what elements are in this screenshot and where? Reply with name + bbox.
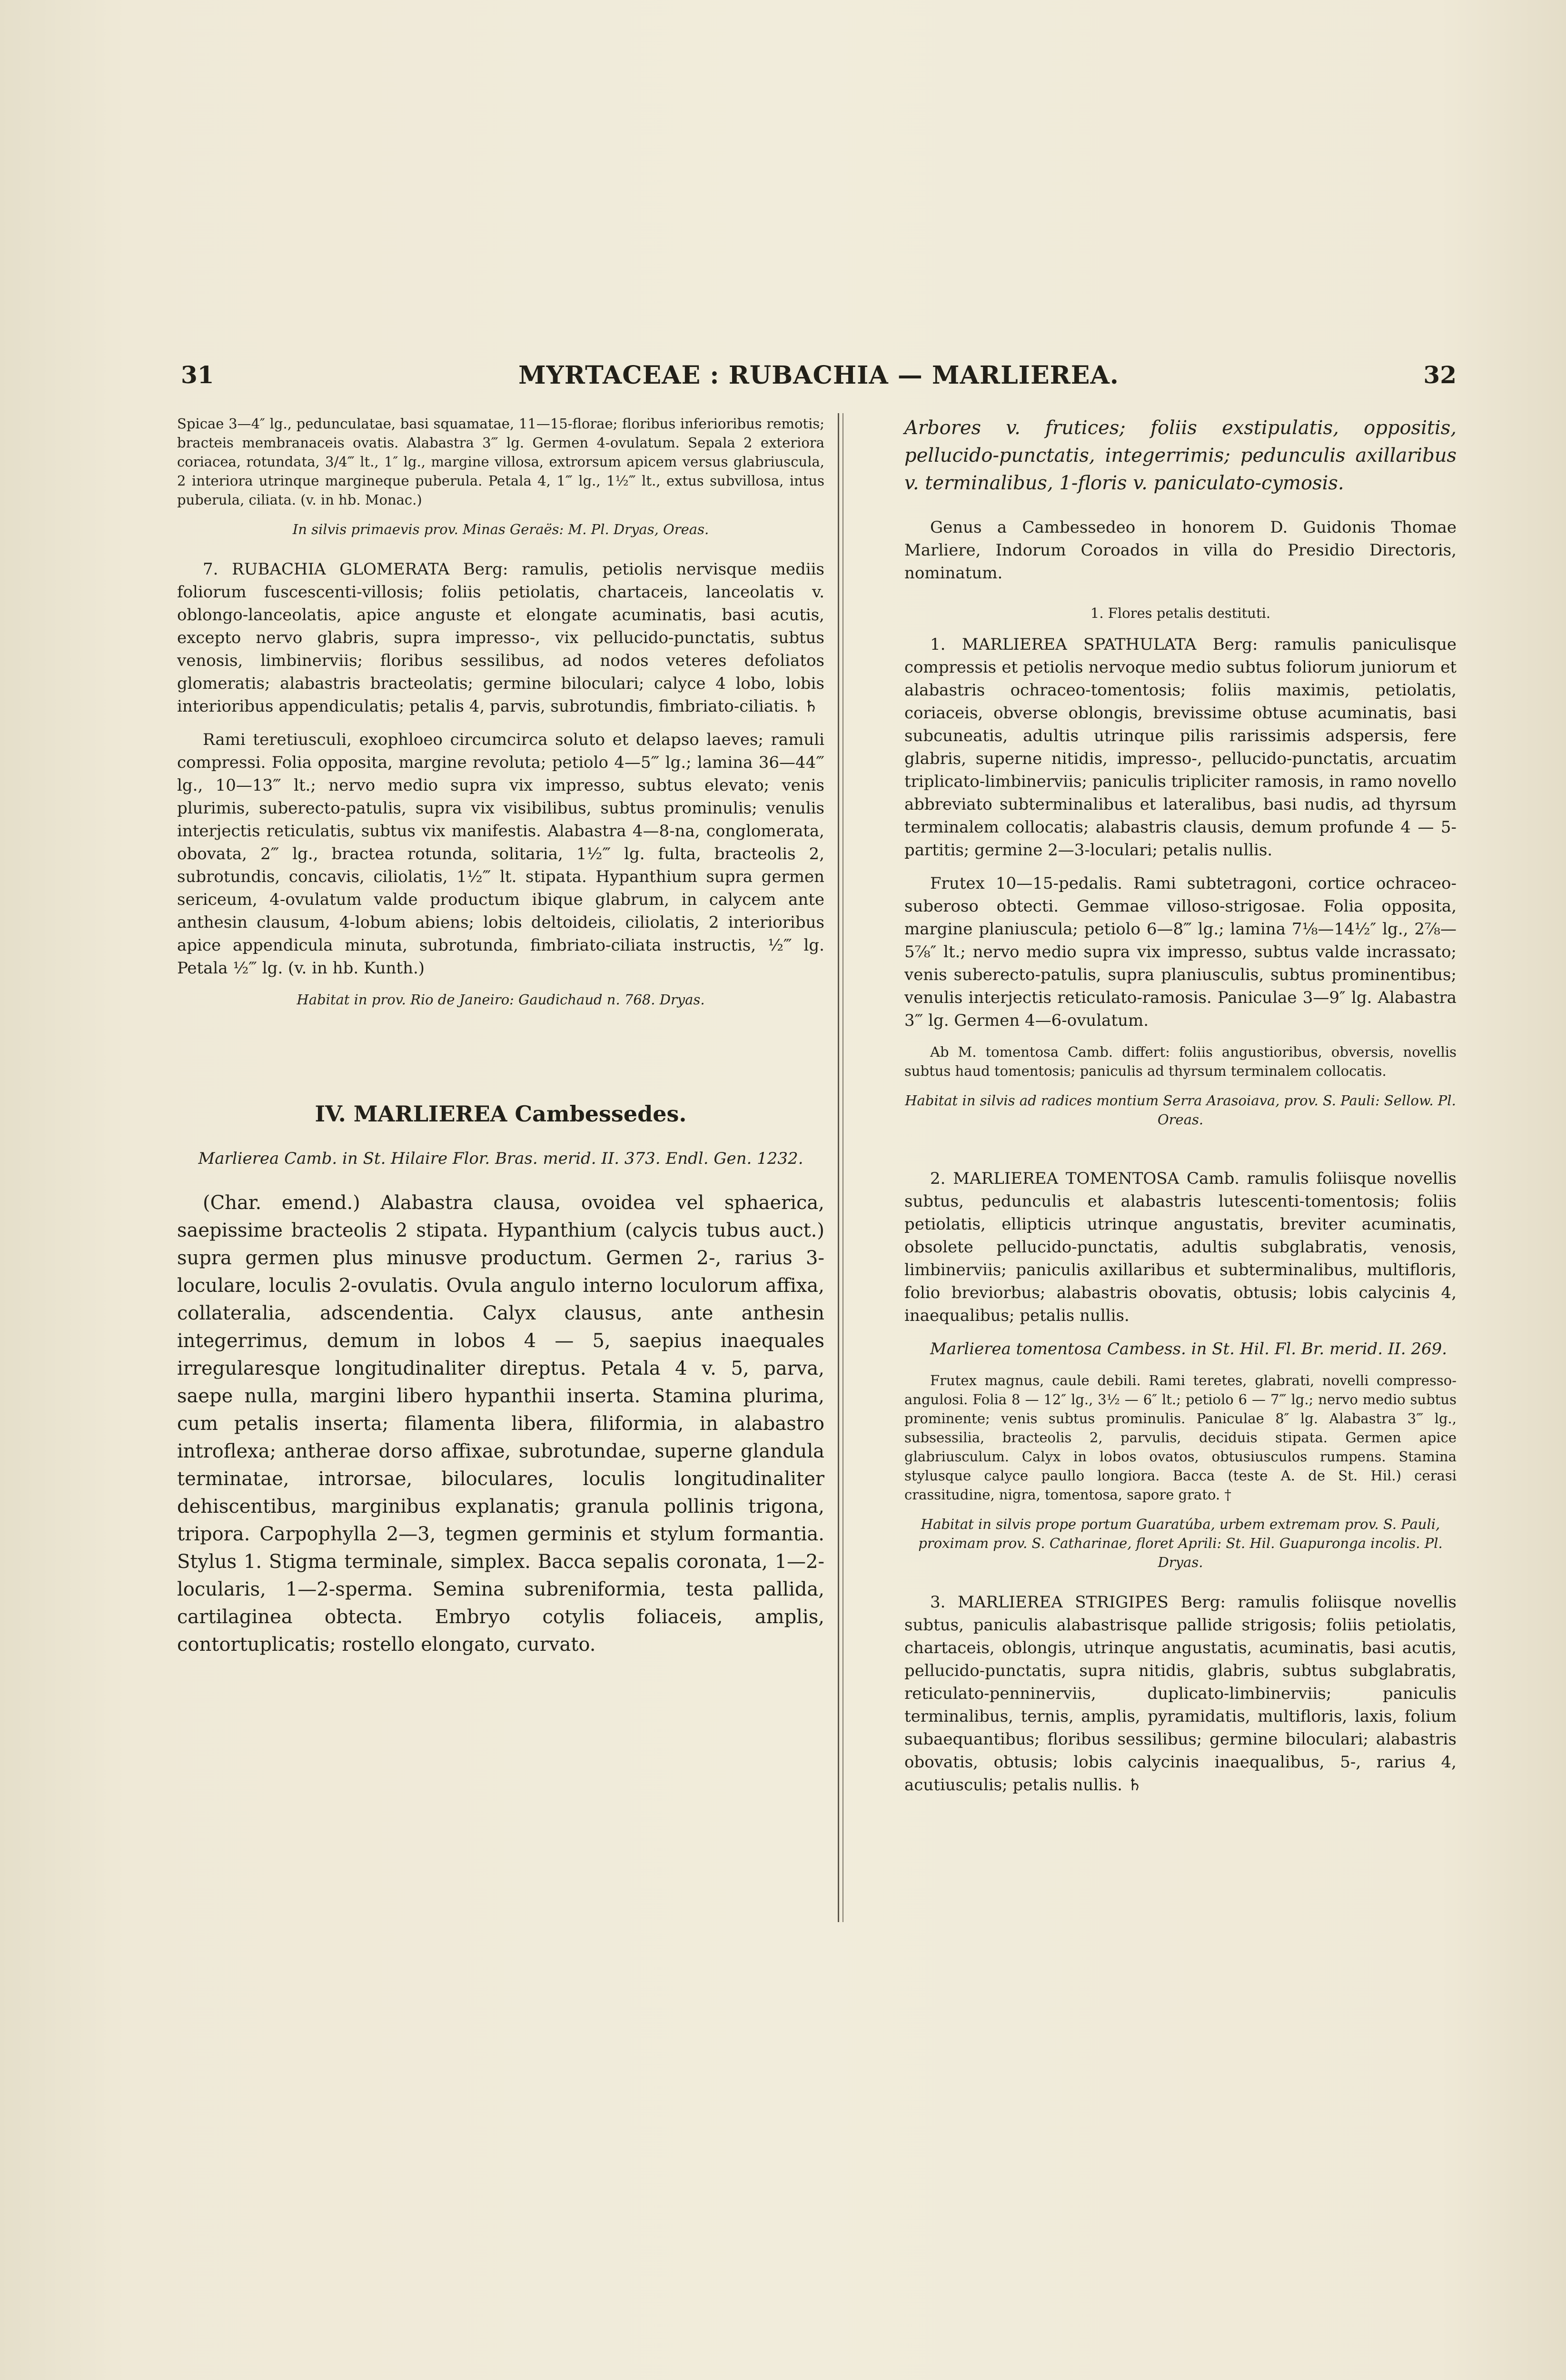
page-number-right: 32 xyxy=(1423,361,1457,389)
running-header xyxy=(181,361,1457,399)
genus-summary: Arbores v. frutices; foliis exstipulatis, oppositis, pellucido-punctatis, integerrimis; pedunculis axillaribus v. terminalibus, 1-floris v. paniculato-cymosis. xyxy=(904,417,1457,494)
right-column xyxy=(904,414,1457,1796)
habitat-note: Habitat in prov. Rio de Janeiro: Gaudichaud n. 768. Dryas. xyxy=(297,992,705,1008)
genus-reference: Marlierea Camb. in St. Hilaire Flor. Bras. merid. II. 373. Endl. Gen. 1232. xyxy=(198,1149,803,1168)
genus-character: (Char. emend.) Alabastra clausa, ovoidea vel sphaerica, saepissime bracteolis 2 stipata. Hypanthium (calycis tubus auct.) supra germen plus minusve productum. Germen 2-, rarius 3-loculare, loculis 2-ovulatis. Ovula angulo interno loculorum affixa, collateralia, adscendentia. Calyx clausus, ante anthesin integerrimus, demum in lobos 4 — 5, saepius inaequales irregularesque longitudinaliter direptus. Petala 4 v. 5, parva, saepe nulla, margini libero hypanthii inserta. Stamina plurima, cum petalis inserta; filamenta libera, filiformia, in alabastro introflexa; antherae dorso affixae, subrotundae, superne glandula terminatae, introrsae, biloculares, loculis longitudinaliter dehiscentibus, marginibus explanatis; granula pollinis trigona, tripora. Carpophylla 2—3, tegmen germinis et stylum formantia. Stylus 1. Stigma terminale, simplex. Bacca sepalis coronata, 1—2-locularis, 1—2-sperma. Semina subreniformia, testa pallida, cartilaginea obtecta. Embryo cotylis foliaceis, amplis, contortuplicatis; rostello elongato, curvato. xyxy=(177,1192,824,1656)
species-description: Frutex 10—15-pedalis. Rami subtetragoni, cortice ochraceo-suberoso obtecti. Gemmae villoso-strigosae. Folia opposita, margine planiuscula; petiolo 6—8‴ lg.; lamina 7⅛—14½″ lg., 2⅞—5⅞″ lt.; nervo medio supra vix impresso, subtus valde incrassato; venis suberecto-patulis, supra planiusculis, subtus prominentibus; venulis interjectis reticulato-ramosis. Paniculae 3—9″ lg. Alabastra 3‴ lg. Germen 4—6-ovulatum. xyxy=(904,874,1457,1030)
species-diagnosis: 3. MARLIEREA STRIGIPES Berg: ramulis foliisque novellis subtus, paniculis alabastrisque pallide strigosis; foliis petiolatis, chartaceis, oblongis, utrinque angustatis, acuminatis, basi acutis, pellucido-punctatis, supra nitidis, glabris, subtus subglabratis, reticulato-penninerviis, duplicato-limbinerviis; paniculis terminalibus, ternis, amplis, pyramidatis, multifloris, laxis, folium subaequantibus; floribus sessilibus; germine biloculari; alabastris obovatis, obtusis; lobis calycinis inaequalibus, 5-, rarius 4, acutiusculis; petalis nullis. ♄ xyxy=(904,1593,1457,1795)
species-description: Rami teretiusculi, exophloeo circumcirca soluto et delapso laeves; ramuli compressi. Folia opposita, margine revoluta; petiolo 4—5‴ lg.; lamina 36—44‴ lg., 10—13‴ lt.; nervo medio supra vix impresso, subtus elevato; venis plurimis, suberecto-patulis, supra vix visibilibus, subtus prominulis; venulis interjectis reticulatis, subtus vix manifestis. Alabastra 4—8-na, conglomerata, obovata, 2‴ lg., bractea rotunda, solitaria, 1½‴ lg. fulta, bracteolis 2, subrotundis, concavis, ciliolatis, 1½‴ lt. stipata. Hypanthium supra germen sericeum, 4-ovulatum valde productum ibique glabrum, in calycem ante anthesin clausum, 4-lobum abiens; lobis deltoideis, ciliolatis, 2 interioribus apice appendicula minuta, subrotunda, fimbriato-ciliata instructis, ½‴ lg. Petala ½‴ lg. (v. in hb. Kunth.) xyxy=(177,730,824,978)
left-column xyxy=(177,414,824,1658)
page-number-left: 31 xyxy=(181,361,214,389)
column-rule xyxy=(838,413,839,1922)
habitat-note: Habitat in silvis ad radices montium Serra Arasoiava, prov. S. Pauli: Sellow. Pl. Oreas. xyxy=(905,1092,1456,1128)
species-description: Frutex magnus, caule debili. Rami teretes, glabrati, novelli compresso-angulosi. Folia 8 — 12″ lg., 3½ — 6″ lt.; petiolo 6 — 7‴ lg.; nervo medio subtus prominente; venis subtus prominulis. Paniculae 8″ lg. Alabastra 3‴ lg., subsessilia, bracteolis 2, parvulis, deciduis stipata. Germen apice glabriusculum. Calyx in lobos ovatos, obtusiusculos rumpens. Stamina stylusque calyce paullo longiora. Bacca (teste A. de St. Hil.) cerasi crassitudine, nigra, tomentosa, sapore grato. † xyxy=(904,1372,1457,1503)
species-diagnosis: 7. RUBACHIA GLOMERATA Berg: ramulis, petiolis nervisque mediis foliorum fuscescenti-villosis; foliis petiolatis, chartaceis, lanceolatis v. oblongo-lanceolatis, apice anguste et elongate acuminatis, basi acutis, excepto nervo glabris, supra impresso-, vix pellucido-punctatis, subtus venosis, limbinerviis; floribus sessilibus, ad nodos veteres defoliatos glomeratis; alabastris bracteolatis; germine biloculari; calyce 4 lobo, lobis interioribus appendiculatis; petalis 4, parvis, subrotundis, fimbriato-ciliatis. ♄ xyxy=(177,560,824,716)
running-title: MYRTACEAE : RUBACHIA — MARLIEREA. xyxy=(518,361,1119,390)
species-description-continued: Spicae 3—4″ lg., pedunculatae, basi squamatae, 11—15-florae; floribus inferioribus remotis; bracteis membranaceis ovatis. Alabastra 3‴ lg. Germen 4-ovulatum. Sepala 2 exteriora coriacea, rotundata, 3/4‴ lt., 1″ lg., margine villosa, extrorsum apicem versus glabriuscula, 2 interiora utrinque margineque puberula. Petala 4, 1‴ lg., 1½‴ lt., extus subvillosa, intus puberula, ciliata. (v. in hb. Monac.) xyxy=(177,416,824,508)
genus-etymology: Genus a Cambessedeo in honorem D. Guidonis Thomae Marliere, Indorum Coroados in villa do Presidio Directoris, nominatum. xyxy=(904,518,1457,583)
synonym-reference: Marlierea tomentosa Cambess. in St. Hil. Fl. Br. merid. II. 269. xyxy=(930,1339,1447,1359)
genus-heading: IV. MARLIEREA Cambessedes. xyxy=(315,1101,687,1127)
subdivision-heading: 1. Flores petalis destituti. xyxy=(1090,605,1271,621)
habitat-note: In silvis primaevis prov. Minas Geraës: M. Pl. Dryas, Oreas. xyxy=(292,521,709,537)
species-diagnosis: 1. MARLIEREA SPATHULATA Berg: ramulis paniculisque compressis et petiolis nervoque medio subtus foliorum juniorum et alabastris ochraceo-tomentosis; foliis maximis, petiolatis, coriaceis, obverse oblongis, brevissime obtuse acuminatis, basi subcuneatis, adultis utrinque pilis rarissimis adspersis, fere glabris, superne nitidis, impresso-, pellucido-punctatis, arcuatim triplicato-limbinerviis; paniculis tripliciter ramosis, in ramo novello abbreviato subterminalibus et lateralibus, basi nudis, ad thyrsum terminalem collocatis; alabastris clausis, demum profunde 4 — 5-partitis; germine 2—3-loculari; petalis nullis. xyxy=(904,635,1457,860)
column-rule-inner xyxy=(842,413,843,1922)
species-comparison: Ab M. tomentosa Camb. differt: foliis angustioribus, obversis, novellis subtus haud tomentosis; paniculis ad thyrsum terminalem collocatis. xyxy=(904,1044,1457,1079)
habitat-note: Habitat in silvis prope portum Guaratúba, urbem extremam prov. S. Pauli, proximam prov. S. Catharinae, floret Aprili: St. Hil. Guapuronga incolis. Pl. Dryas. xyxy=(918,1516,1443,1570)
species-diagnosis: 2. MARLIEREA TOMENTOSA Camb. ramulis foliisque novellis subtus, pedunculis et alabastris lutescenti-tomentosis; foliis petiolatis, ellipticis utrinque angustatis, breviter acuminatis, obsolete pellucido-punctatis, adultis subglabratis, venosis, limbinerviis; paniculis axillaribus et subterminalibus, multifloris, folio breviorbus; alabastris obovatis, obtusis; lobis calycinis 4, inaequalibus; petalis nullis. xyxy=(904,1169,1457,1325)
